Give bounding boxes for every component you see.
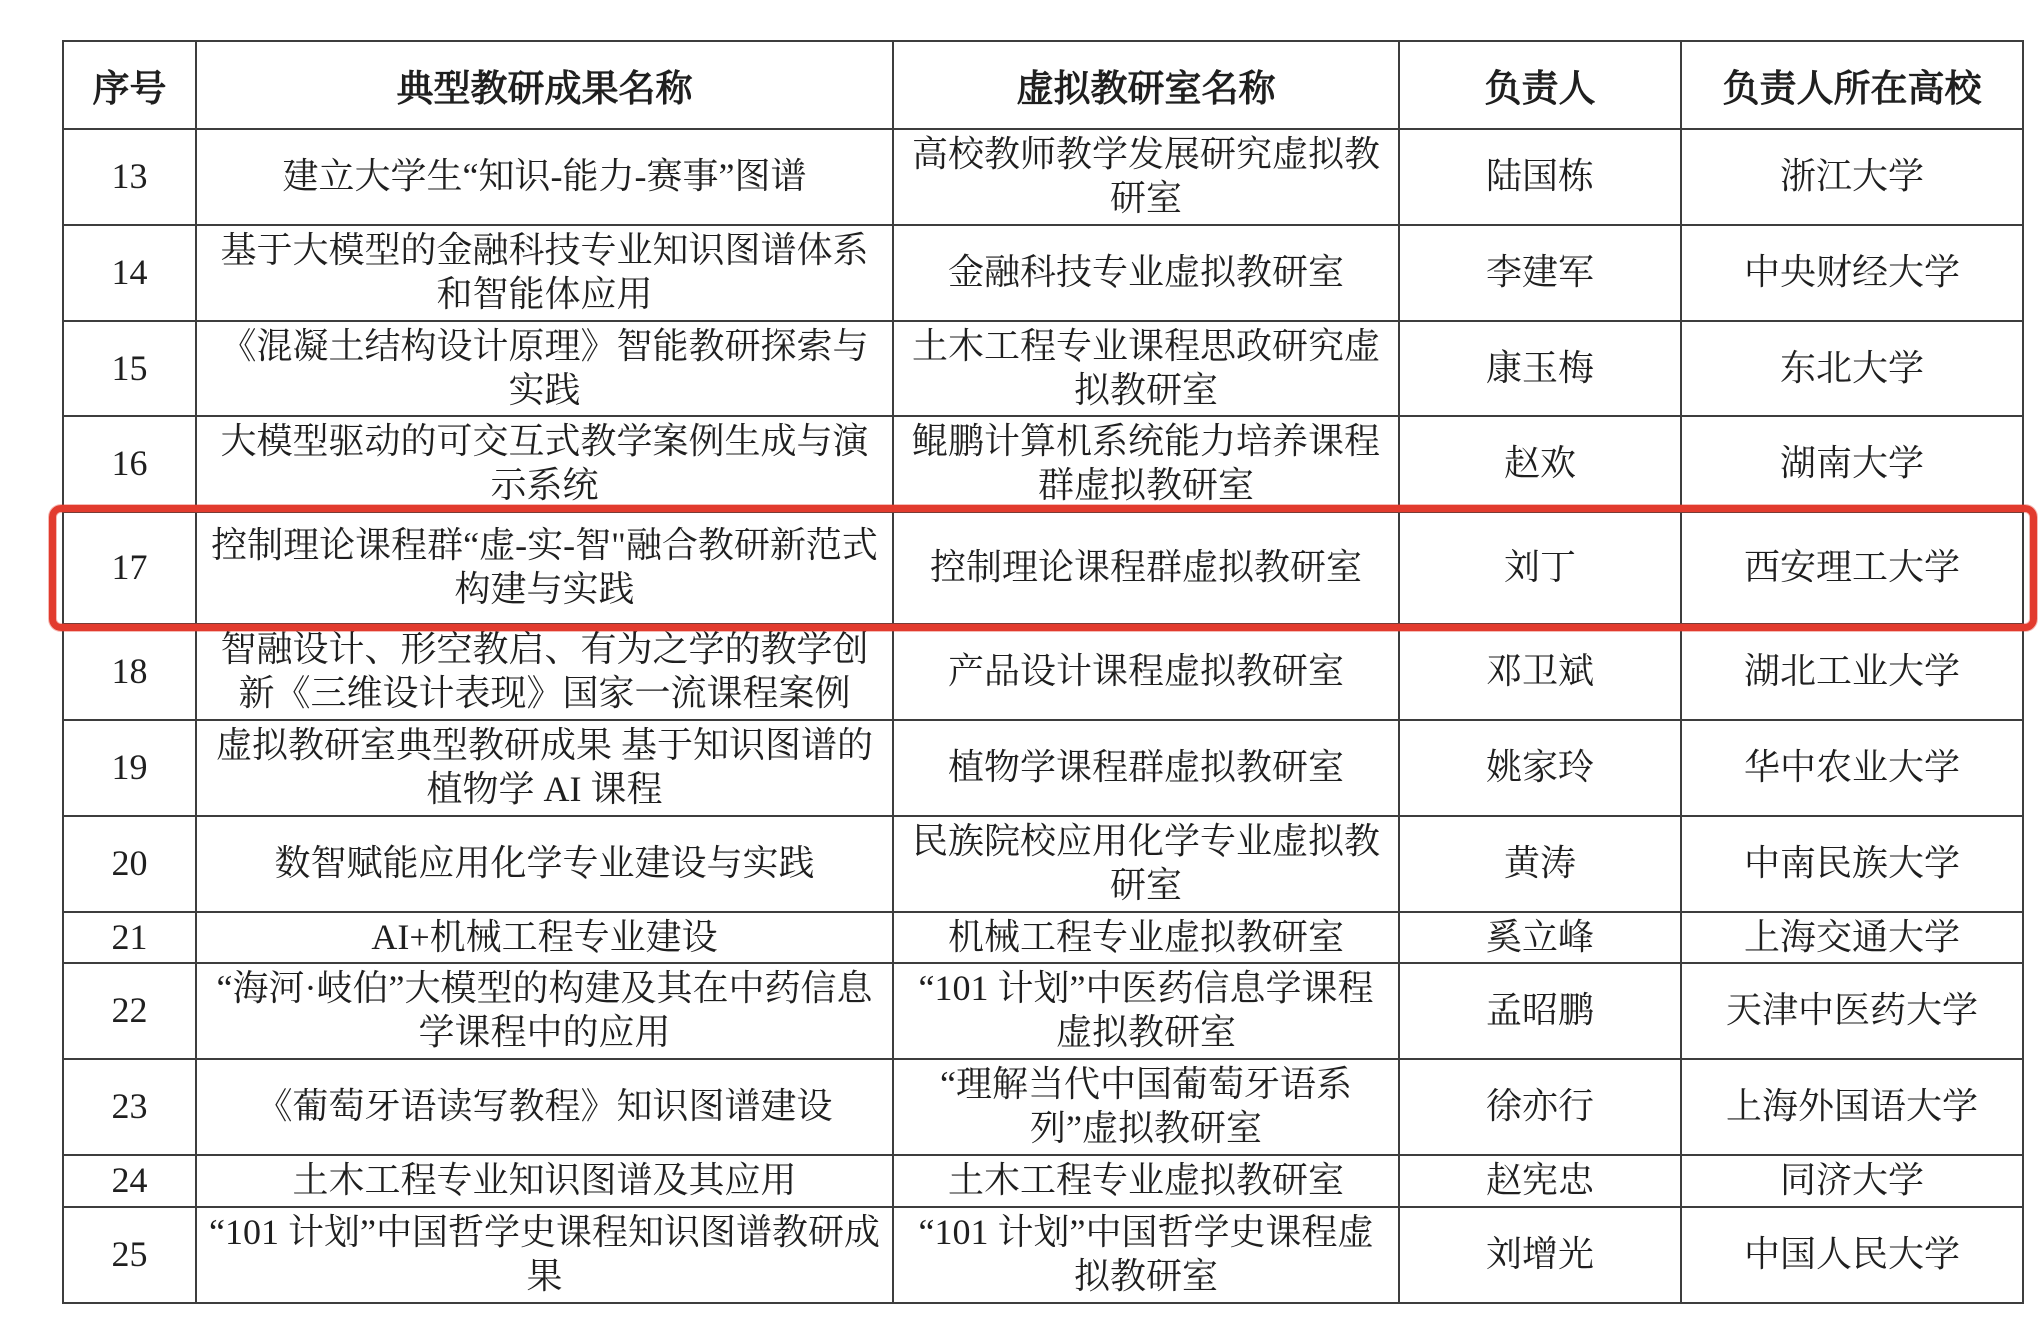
cell-university: 西安理工大学 (1681, 512, 2023, 624)
cell-university: 天津中医药大学 (1681, 963, 2023, 1059)
cell-index: 13 (63, 129, 196, 225)
results-table (62, 40, 2024, 1304)
table-row (63, 416, 2023, 512)
cell-leader: 邓卫斌 (1399, 624, 1681, 720)
cell-leader: 李建军 (1399, 225, 1681, 321)
cell-achievement: 大模型驱动的可交互式教学案例生成与演示系统 (196, 416, 893, 512)
header-cell-index: 序号 (63, 41, 196, 129)
cell-achievement: 《混凝土结构设计原理》智能教研探索与实践 (196, 321, 893, 417)
table-row (63, 321, 2023, 417)
cell-achievement: 土木工程专业知识图谱及其应用 (196, 1155, 893, 1207)
cell-leader: 刘丁 (1399, 512, 1681, 624)
cell-index: 16 (63, 416, 196, 512)
cell-university: 中央财经大学 (1681, 225, 2023, 321)
cell-university: 湖南大学 (1681, 416, 2023, 512)
cell-office: 控制理论课程群虚拟教研室 (893, 512, 1399, 624)
cell-achievement: 基于大模型的金融科技专业知识图谱体系和智能体应用 (196, 225, 893, 321)
cell-index: 17 (63, 512, 196, 624)
cell-university: 上海交通大学 (1681, 912, 2023, 964)
cell-index: 24 (63, 1155, 196, 1207)
cell-office: “101 计划”中国哲学史课程虚拟教研室 (893, 1207, 1399, 1303)
table-row (63, 1155, 2023, 1207)
cell-achievement: 数智赋能应用化学专业建设与实践 (196, 816, 893, 912)
cell-achievement: 建立大学生“知识-能力-赛事”图谱 (196, 129, 893, 225)
header-cell-university: 负责人所在高校 (1681, 41, 2023, 129)
cell-index: 14 (63, 225, 196, 321)
cell-leader: 赵宪忠 (1399, 1155, 1681, 1207)
cell-office: 金融科技专业虚拟教研室 (893, 225, 1399, 321)
table-row (63, 624, 2023, 720)
table-row (63, 512, 2023, 624)
table-row (63, 1059, 2023, 1155)
header-row (63, 41, 2023, 129)
cell-university: 中南民族大学 (1681, 816, 2023, 912)
cell-index: 18 (63, 624, 196, 720)
cell-university: 浙江大学 (1681, 129, 2023, 225)
cell-achievement: 智融设计、形空教启、有为之学的教学创新《三维设计表现》国家一流课程案例 (196, 624, 893, 720)
cell-leader: 赵欢 (1399, 416, 1681, 512)
cell-index: 15 (63, 321, 196, 417)
cell-index: 20 (63, 816, 196, 912)
cell-achievement: “海河·岐伯”大模型的构建及其在中药信息学课程中的应用 (196, 963, 893, 1059)
cell-university: 中国人民大学 (1681, 1207, 2023, 1303)
table-row (63, 720, 2023, 816)
cell-achievement: 虚拟教研室典型教研成果 基于知识图谱的植物学 AI 课程 (196, 720, 893, 816)
cell-achievement: AI+机械工程专业建设 (196, 912, 893, 964)
cell-university: 湖北工业大学 (1681, 624, 2023, 720)
cell-leader: 刘增光 (1399, 1207, 1681, 1303)
cell-index: 23 (63, 1059, 196, 1155)
header-cell-office: 虚拟教研室名称 (893, 41, 1399, 129)
cell-leader: 徐亦行 (1399, 1059, 1681, 1155)
header-cell-achievement: 典型教研成果名称 (196, 41, 893, 129)
cell-achievement: “101 计划”中国哲学史课程知识图谱教研成果 (196, 1207, 893, 1303)
cell-achievement: 控制理论课程群“虚-实-智"融合教研新范式构建与实践 (196, 512, 893, 624)
cell-index: 19 (63, 720, 196, 816)
cell-university: 上海外国语大学 (1681, 1059, 2023, 1155)
cell-office: 产品设计课程虚拟教研室 (893, 624, 1399, 720)
cell-university: 华中农业大学 (1681, 720, 2023, 816)
cell-university: 东北大学 (1681, 321, 2023, 417)
cell-index: 22 (63, 963, 196, 1059)
table-row (63, 225, 2023, 321)
header-cell-leader: 负责人 (1399, 41, 1681, 129)
cell-office: 高校教师教学发展研究虚拟教研室 (893, 129, 1399, 225)
cell-achievement: 《葡萄牙语读写教程》知识图谱建设 (196, 1059, 893, 1155)
cell-leader: 黄涛 (1399, 816, 1681, 912)
cell-office: 土木工程专业虚拟教研室 (893, 1155, 1399, 1207)
cell-office: 土木工程专业课程思政研究虚拟教研室 (893, 321, 1399, 417)
table-body (63, 129, 2023, 1303)
table-row (63, 129, 2023, 225)
cell-index: 21 (63, 912, 196, 964)
cell-office: “理解当代中国葡萄牙语系列”虚拟教研室 (893, 1059, 1399, 1155)
cell-university: 同济大学 (1681, 1155, 2023, 1207)
cell-leader: 孟昭鹏 (1399, 963, 1681, 1059)
cell-leader: 姚家玲 (1399, 720, 1681, 816)
cell-office: 鲲鹏计算机系统能力培养课程群虚拟教研室 (893, 416, 1399, 512)
cell-office: 民族院校应用化学专业虚拟教研室 (893, 816, 1399, 912)
table-row (63, 816, 2023, 912)
cell-office: “101 计划”中医药信息学课程虚拟教研室 (893, 963, 1399, 1059)
table-row (63, 1207, 2023, 1303)
cell-index: 25 (63, 1207, 196, 1303)
cell-office: 机械工程专业虚拟教研室 (893, 912, 1399, 964)
cell-leader: 奚立峰 (1399, 912, 1681, 964)
table-row (63, 912, 2023, 964)
cell-leader: 陆国栋 (1399, 129, 1681, 225)
table-row (63, 963, 2023, 1059)
cell-leader: 康玉梅 (1399, 321, 1681, 417)
cell-office: 植物学课程群虚拟教研室 (893, 720, 1399, 816)
